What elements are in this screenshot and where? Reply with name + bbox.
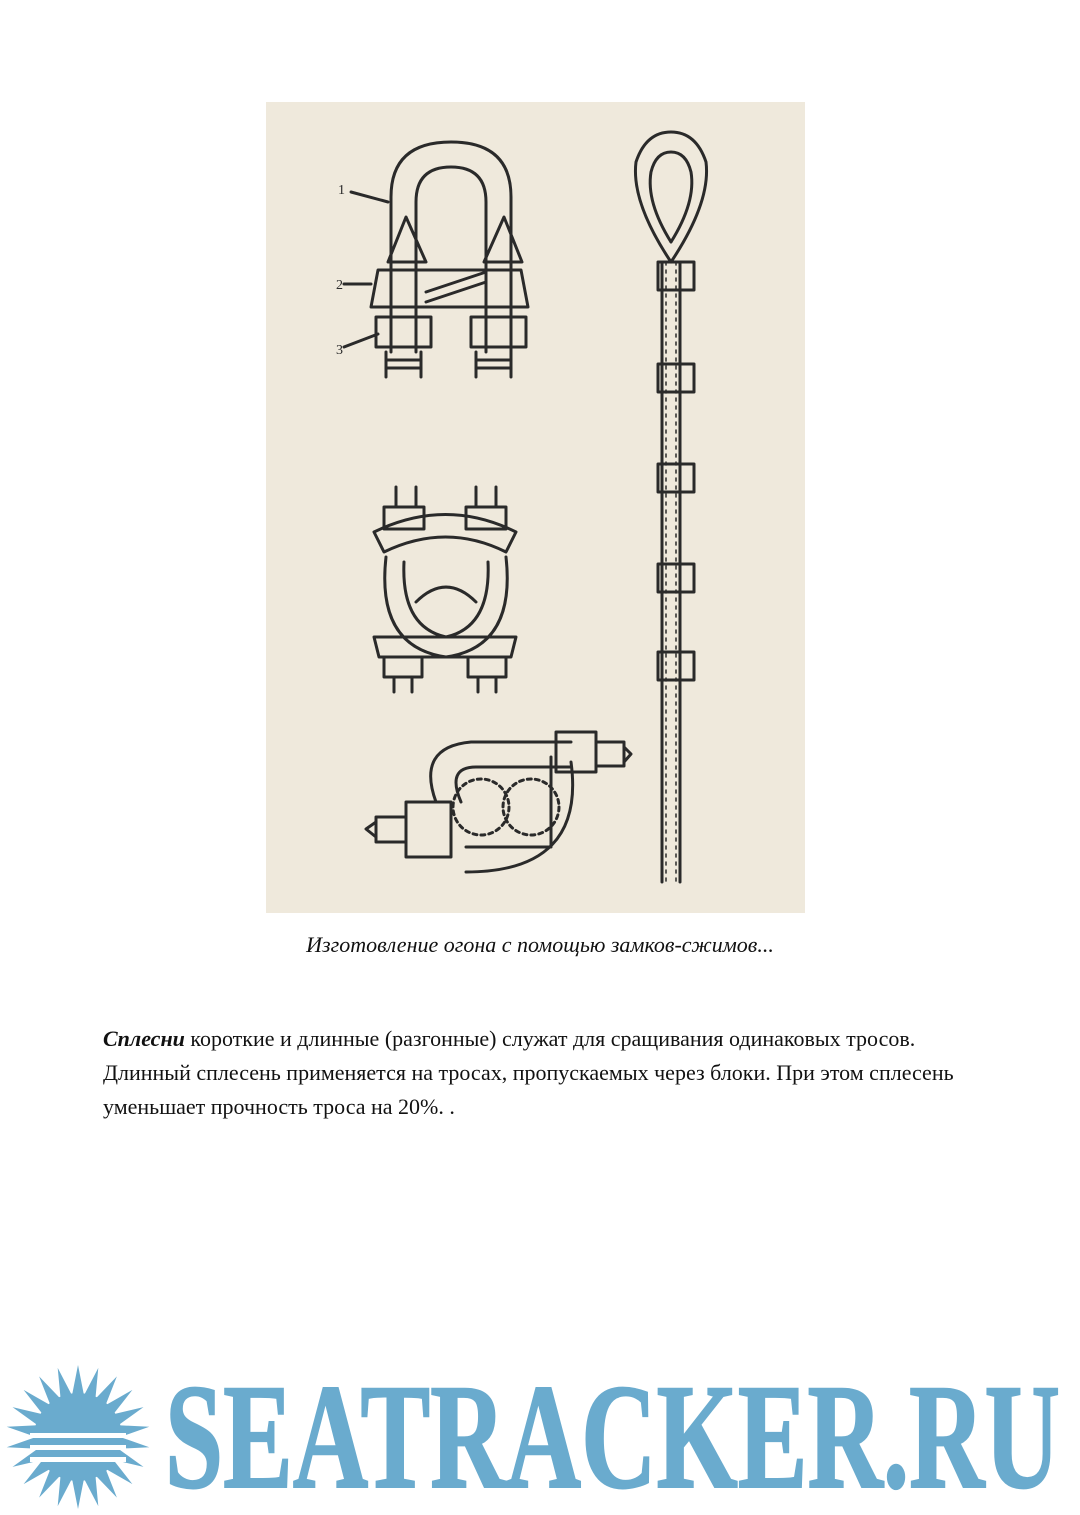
clamp-drawing-1: [344, 142, 528, 377]
clamp-drawing-2: [374, 487, 516, 692]
rope-eye-drawing: [635, 132, 706, 882]
figure-label-3: 3: [336, 343, 343, 358]
figure-label-1: 1: [338, 183, 345, 198]
clamp-drawing-3: [366, 732, 631, 872]
figure-caption: Изготовление огона с помощью замков-сжимов...: [306, 932, 774, 957]
logo-text: SEATRACKER.RU: [165, 1354, 1060, 1512]
illustration-wire-rope-clamps: [266, 102, 805, 913]
site-logo: [0, 1352, 1080, 1512]
paragraph-term: Сплесни: [103, 1026, 185, 1051]
paragraph-text: короткие и длинные (разгонные) служат для сращивания одинаковых тросов. Длинный сплесень применяется на тросах, пропускаемых через блоки. При этом сплесень уменьшает прочность троса на 20%. .: [103, 1026, 954, 1119]
figure-label-2: 2: [336, 278, 343, 293]
sun-icon: [7, 1365, 150, 1509]
body-paragraph: [103, 1022, 983, 1124]
